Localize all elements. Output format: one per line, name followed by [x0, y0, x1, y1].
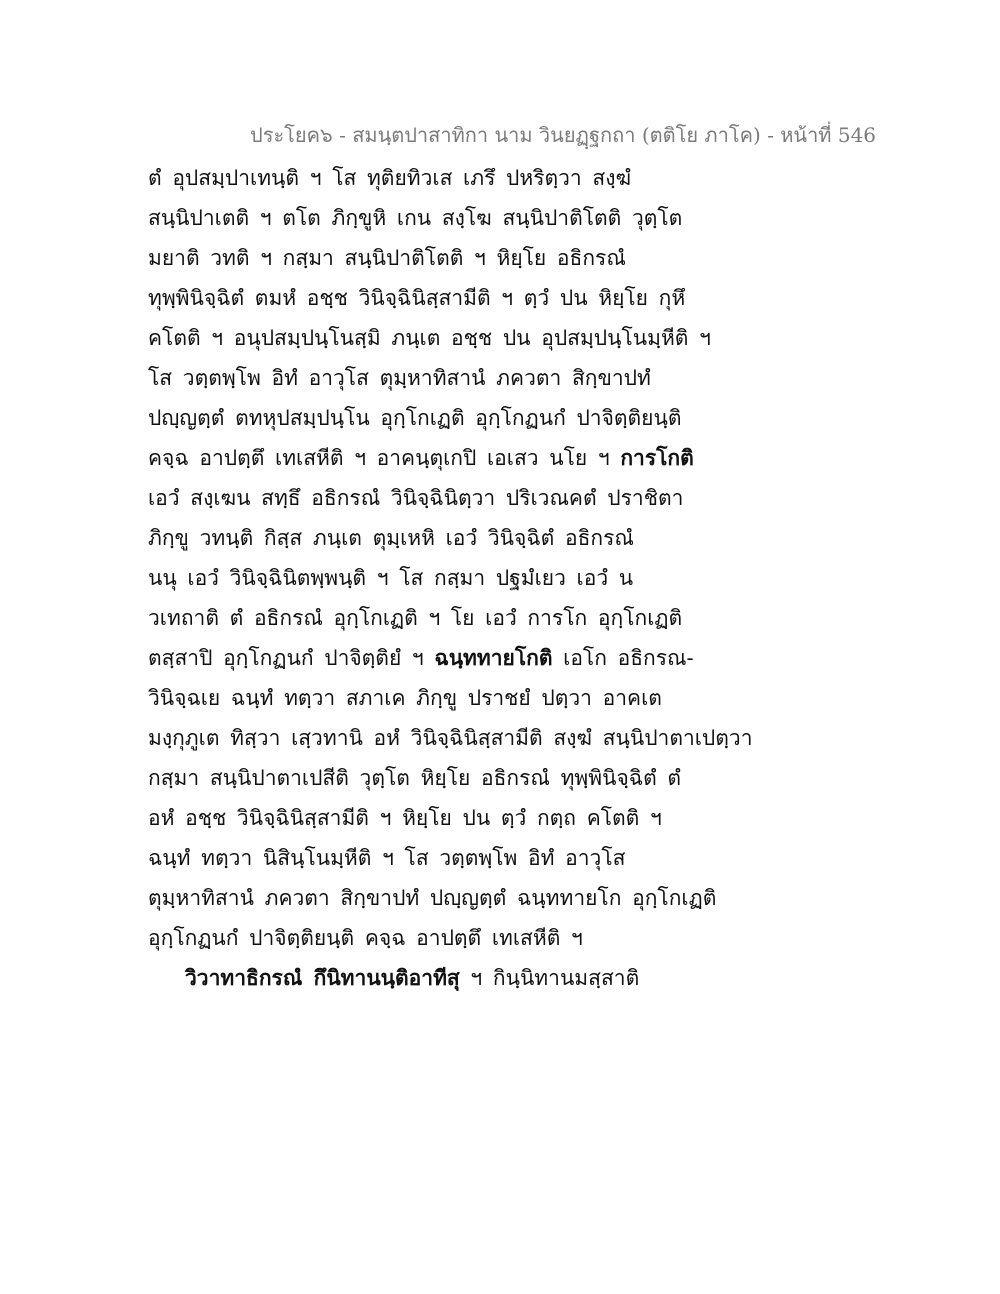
line-text: มยาติ วทติ ฯ กสฺมา สนฺนิปาติโตติ ฯ หิยฺโย อธิกรณํ [148, 246, 626, 270]
text-line [148, 518, 728, 558]
text-line [148, 198, 728, 238]
line-text: โส วตฺตพฺโพ อิทํ อาวุโส ตุมฺหาทิสานํ ภควตา สิกฺขาปทํ [148, 366, 651, 390]
line-text: เอโก อธิกรณ- [552, 646, 694, 670]
text-line [148, 958, 728, 998]
line-text: ทุพฺพินิจฺฉิตํ ตมหํ อชฺช วินิจฺฉินิสฺสามีติ ฯ ตฺวํ ปน หิยฺโย กุหึ [148, 286, 686, 310]
line-text: ฉนฺทํ ทตฺวา นิสินฺโนมฺหีติ ฯ โส วตฺตพฺโพ อิทํ อาวุโส [148, 846, 626, 870]
line-text: นนุ เอวํ วินิจฺฉินิตพฺพนฺติ ฯ โส กสฺมา ปฐมํเยว เอวํ น [148, 566, 634, 590]
text-line [148, 318, 728, 358]
line-text: มงฺกุภูเต ทิสฺวา เสฺวทานิ อหํ วินิจฺฉินิสฺสามีติ สงฺฆํ สนฺนิปาตาเปตฺวา [148, 726, 753, 750]
text-line [148, 758, 728, 798]
line-text: เอวํ สงฺเฆน สทฺธึ อธิกรณํ วินิจฺฉินิตฺวา ปริเวณคตํ ปราชิตา [148, 486, 684, 510]
text-line [148, 238, 728, 278]
line-text: ฯ กินฺนิทานมสฺสาติ [459, 966, 640, 990]
body-text [148, 158, 753, 998]
text-line [148, 438, 728, 478]
text-line [148, 278, 728, 318]
bold-term: วิวาทาธิกรณํ กึนิทานนฺติอาทีสุ [185, 965, 460, 990]
line-text: กสฺมา สนฺนิปาตาเปสีติ วุตฺโต หิยฺโย อธิกรณํ ทุพฺพินิจฺฉิตํ ตํ [148, 766, 682, 790]
running-header: ประโยค๖ - สมนฺตปาสาทิกา นาม วินยฏฺฐกถา (ตติโย ภาโค) - หน้าที่ 546 [250, 123, 877, 147]
line-text: ตุมฺหาทิสานํ ภควตา สิกฺขาปทํ ปญฺญตฺตํ ฉนฺททายโก อุกฺโกเฏติ [148, 886, 717, 910]
text-line [148, 478, 728, 518]
bold-term: ฉนฺททายโกติ [434, 645, 553, 670]
text-line [148, 838, 728, 878]
text-line [148, 398, 728, 438]
line-text: ตสฺสาปิ อุกฺโกฏนกํ ปาจิตฺติยํ ฯ [148, 646, 435, 670]
line-text: ปญฺญตฺตํ ตทหุปสมฺปนฺโน อุกฺโกเฏติ อุกฺโกฏนกํ ปาจิตฺติยนฺติ [148, 406, 682, 430]
text-line [148, 558, 728, 598]
line-text: อหํ อชฺช วินิจฺฉินิสฺสามีติ ฯ หิยฺโย ปน ตฺวํ กตฺถ คโตติ ฯ [148, 806, 662, 830]
text-line [148, 918, 728, 958]
line-text: อุกฺโกฏนกํ ปาจิตฺติยนฺติ คจฺฉ อาปตฺตึ เทเสหีติ ฯ [148, 926, 583, 950]
text-line [148, 878, 728, 918]
text-line [148, 798, 728, 838]
text-line [148, 158, 728, 198]
line-text: วเทถาติ ตํ อธิกรณํ อุกฺโกเฏติ ฯ โย เอวํ การโก อุกฺโกเฏติ [148, 606, 683, 630]
text-line [148, 598, 728, 638]
text-line [148, 718, 753, 758]
text-line [148, 358, 728, 398]
text-line [148, 678, 728, 718]
line-text: ตํ อุปสมฺปาเทนฺติ ฯ โส ทุติยทิวเส เภรึ ปหริตฺวา สงฺฆํ [148, 166, 632, 190]
line-text: คโตติ ฯ อนุปสมฺปนฺโนสฺมิ ภนฺเต อชฺช ปน อุปสมฺปนฺโนมฺหีติ ฯ [148, 326, 711, 350]
line-text: วินิจฺฉเย ฉนฺทํ ทตฺวา สภาเค ภิกฺขู ปราชยํ ปตฺวา อาคเต [148, 686, 662, 710]
line-text: สนฺนิปาเตติ ฯ ตโต ภิกฺขูหิ เกน สงฺโฆ สนฺนิปาติโตติ วุตฺโต [148, 206, 683, 230]
line-text: ภิกฺขู วทนฺติ กิสฺส ภนฺเต ตุมฺเหหิ เอวํ วินิจฺฉิตํ อธิกรณํ [148, 526, 634, 550]
text-line [148, 638, 728, 678]
bold-term: การโกติ [620, 445, 694, 470]
line-text: คจฺฉ อาปตฺตึ เทเสหีติ ฯ อาคนฺตุเกปิ เอเสว นโย ฯ [148, 446, 621, 470]
